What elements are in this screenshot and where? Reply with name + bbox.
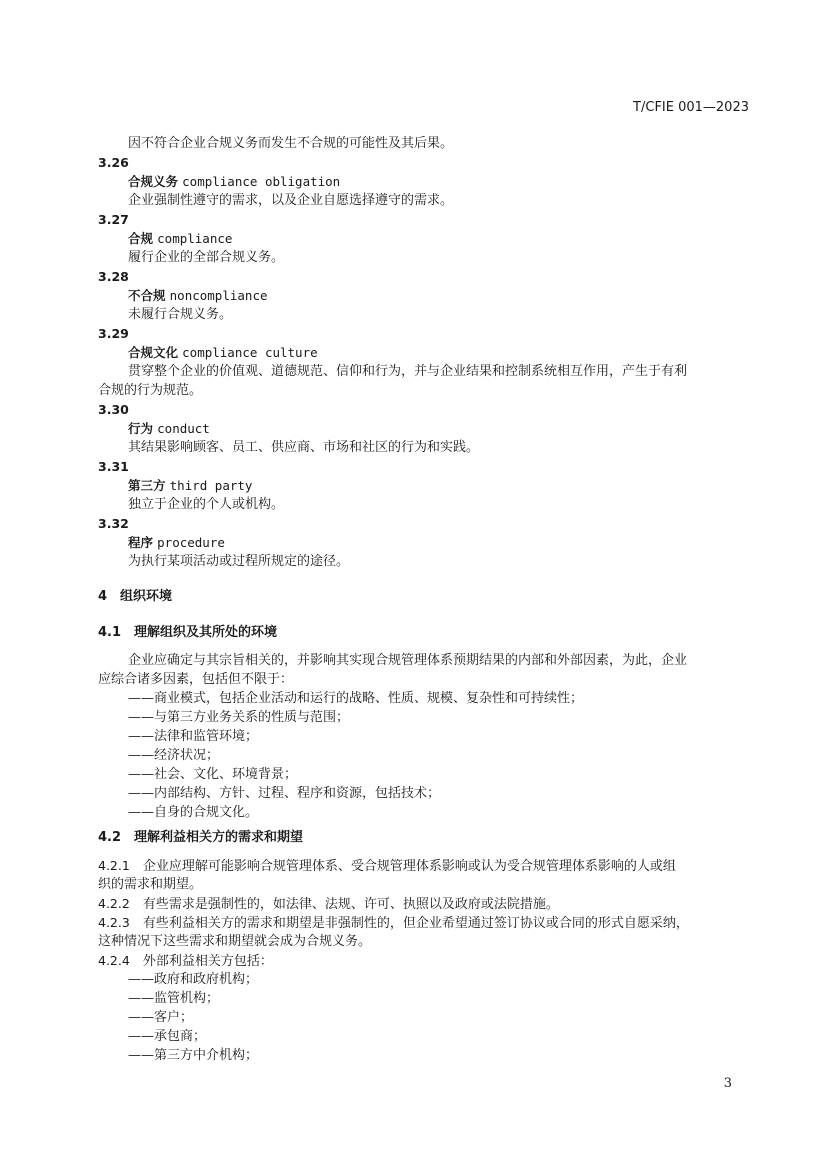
term-number: 3.27 (98, 212, 129, 227)
term-definition: 企业强制性遵守的需求，以及企业自愿选择遵守的需求。 (128, 193, 454, 208)
term-title (128, 286, 780, 306)
list-item: ——与第三方业务关系的性质与范围； (128, 710, 350, 725)
clause-line (98, 951, 750, 971)
term-zh: 不合规 (128, 288, 166, 303)
term-number: 3.31 (98, 459, 129, 474)
clause-number: 4.2.3 (98, 915, 130, 930)
term-definition: 为执行某项活动或过程所规定的途径。 (128, 554, 350, 569)
term-number: 3.30 (98, 402, 129, 417)
term-definition: 合规的行为规范。 (98, 383, 203, 398)
term-zh: 程序 (128, 535, 154, 550)
clause-number: 4.2.2 (98, 896, 130, 911)
clause-text: 有些需求是强制性的，如法律、法规、许可、执照以及政府或法院措施。 (142, 897, 559, 912)
term-title (128, 343, 780, 363)
term-definition: 履行企业的全部合规义务。 (128, 250, 285, 265)
term-zh: 合规文化 (128, 345, 179, 360)
list-item: ——自身的合规文化。 (128, 805, 259, 820)
clause-line (98, 856, 750, 876)
term-title (128, 476, 780, 496)
list-item: ——经济状况； (128, 748, 220, 763)
subsection-heading: 4.1 理解组织及其所处的环境 (98, 625, 278, 640)
clause-line (98, 894, 750, 914)
term-title (128, 419, 780, 439)
list-item: ——监管机构； (128, 991, 220, 1006)
term-en: third party (169, 478, 253, 493)
term-en: noncompliance (169, 288, 268, 303)
list-item: ——社会、文化、环境背景； (128, 767, 298, 782)
term-definition: 其结果影响顾客、员工、供应商、市场和社区的行为和实践。 (128, 440, 480, 455)
page-number: 3 (723, 1076, 732, 1091)
term-en: conduct (157, 421, 210, 436)
standard-number: T/CFIE 001—2023 (633, 100, 749, 115)
term-number: 3.28 (98, 269, 129, 284)
clause-number: 4.2.4 (98, 953, 130, 968)
clause-line (98, 913, 750, 933)
term-title (128, 172, 780, 192)
clause-text: 企业应理解可能影响合规管理体系、受合规管理体系影响或认为受合规管理体系影响的人或组 (142, 859, 676, 874)
list-item: ——内部结构、方针、过程、程序和资源，包括技术； (128, 786, 441, 801)
term-en: procedure (157, 535, 225, 550)
paragraph-line: 应综合诸多因素，包括但不限于： (98, 672, 294, 687)
list-item: ——第三方中介机构； (128, 1048, 259, 1063)
term-en: compliance culture (182, 345, 318, 360)
term-number: 3.29 (98, 326, 129, 341)
clause-text: 有些利益相关方的需求和期望是非强制性的，但企业希望通过签订协议或合同的形式自愿采纳， (142, 916, 689, 931)
clause-number: 4.2.1 (98, 858, 130, 873)
paragraph-line: 企业应确定与其宗旨相关的，并影响其实现合规管理体系预期结果的内部和外部因素，为此，企业 (128, 653, 688, 668)
list-item: ——政府和政府机构； (128, 972, 259, 987)
term-zh: 合规 (128, 231, 154, 246)
term-number: 3.26 (98, 155, 129, 170)
term-definition: 独立于企业的个人或机构。 (128, 497, 285, 512)
term-en: compliance obligation (182, 174, 341, 189)
term-title (128, 533, 780, 553)
term-definition: 未履行合规义务。 (128, 307, 233, 322)
section-heading: 4 组织环境 (98, 589, 173, 604)
term-definition: 贯穿整个企业的价值观、道德规范、信仰和行为，并与企业结果和控制系统相互作用，产生于有利 (128, 364, 688, 379)
subsection-heading: 4.2 理解利益相关方的需求和期望 (98, 830, 304, 845)
clause-line: 这种情况下这些需求和期望就会成为合规义务。 (98, 934, 372, 949)
definition-continuation: 因不符合企业合规义务而发生不合规的可能性及其后果。 (128, 136, 454, 151)
term-zh: 第三方 (128, 478, 166, 493)
term-en: compliance (157, 231, 233, 246)
list-item: ——客户； (128, 1010, 194, 1025)
list-item: ——法律和监管环境； (128, 729, 259, 744)
term-number: 3.32 (98, 516, 129, 531)
term-zh: 合规义务 (128, 174, 179, 189)
list-item: ——承包商； (128, 1029, 207, 1044)
clause-text: 外部利益相关方包括： (142, 954, 273, 969)
list-item: ——商业模式，包括企业活动和运行的战略、性质、规模、复杂性和可持续性； (128, 691, 584, 706)
clause-line: 织的需求和期望。 (98, 877, 203, 892)
term-title (128, 229, 780, 249)
term-zh: 行为 (128, 421, 154, 436)
